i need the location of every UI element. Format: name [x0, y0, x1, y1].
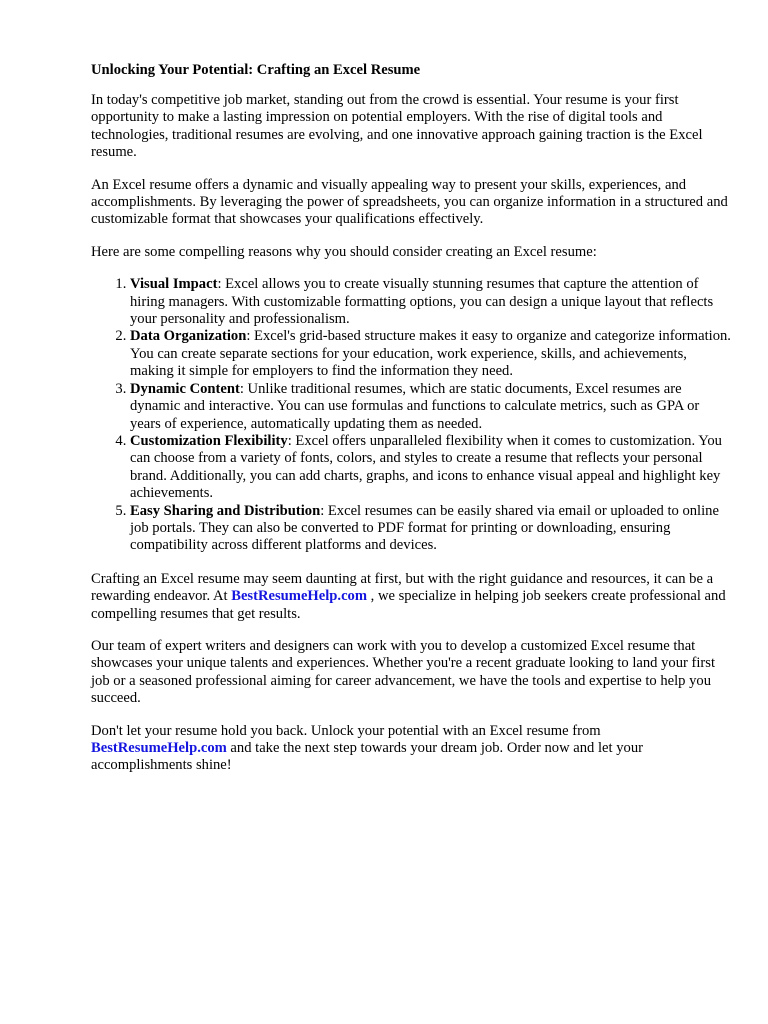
bestresumehelp-link[interactable]: BestResumeHelp.com: [91, 740, 227, 756]
reason-item: [130, 503, 731, 555]
document-body: [91, 61, 731, 790]
closing-text-before: Don't let your resume hold you back. Unlock your potential with an Excel resume from: [91, 722, 601, 739]
reason-heading: Data Organization: [130, 328, 247, 345]
reason-text: : Excel resumes can be easily shared via email or uploaded to online job portals. They can also be converted to PDF format for printing or downloading, ensuring compatibility across different platforms and devices.: [130, 502, 719, 554]
reason-text: : Unlike traditional resumes, which are static documents, Excel resumes are dynamic and interactive. You can use formulas and functions to calculate metrics, such as GPA or years of experience, automatically updating them as needed.: [130, 380, 700, 432]
reason-item: [130, 328, 731, 380]
bestresumehelp-link[interactable]: BestResumeHelp.com: [231, 588, 367, 605]
closing-paragraph: [91, 723, 731, 775]
reason-heading: Visual Impact: [130, 276, 218, 293]
team-paragraph: Our team of expert writers and designers can work with you to develop a customized Excel resume that showcases your unique talents and experiences. Whether you're a recent graduate looking to land your first job or a seasoned professional aiming for career advancement, we have the tools and expertise to help you succeed.: [91, 637, 716, 707]
crafting-text-after: , we specialize in helping job seekers create professional and compelling resumes that get results.: [91, 588, 726, 622]
reason-text: : Excel allows you to create visually stunning resumes that capture the attention of hiring managers. With customizable formatting options, you can design a unique layout that reflects your personality and professionalism.: [130, 276, 714, 328]
reason-item: [130, 381, 731, 433]
reason-text: : Excel offers unparalleled flexibility when it comes to customization. You can choose from a variety of fonts, colors, and styles to create a resume that reflects your personal brand. Additionally, you can add charts, graphs, and icons to enhance visual appeal and highlight key achievements.: [130, 432, 722, 502]
intro-paragraph-1: In today's competitive job market, standing out from the crowd is essential. Your resume is your first opportunity to make a lasting impression on potential employers. With the rise of digital tools and technologies, traditional resumes are evolving, and one innovative approach gaining traction is the Excel resume.: [91, 92, 703, 161]
closing-text-after: and take the next step towards your dream job. Order now and let your accomplishments shine!: [91, 740, 643, 774]
reason-text: : Excel's grid-based structure makes it easy to organize and categorize information. You can create separate sections for your education, work experience, skills, and achievements, making it simple for employers to find the information they need.: [130, 328, 731, 380]
reason-item: [130, 276, 731, 328]
reason-heading: Easy Sharing and Distribution: [130, 502, 321, 519]
reason-item: [130, 433, 731, 503]
reason-heading: Customization Flexibility: [130, 432, 288, 449]
document-title: Unlocking Your Potential: Crafting an Excel Resume: [91, 62, 421, 78]
reason-heading: Dynamic Content: [130, 380, 240, 397]
intro-paragraph-3: Here are some compelling reasons why you should consider creating an Excel resume:: [91, 243, 597, 260]
crafting-paragraph: [91, 571, 731, 623]
crafting-text-before: Crafting an Excel resume may seem daunting at first, but with the right guidance and resources, it can be a rewarding endeavor. At: [91, 570, 714, 605]
intro-paragraph-2: An Excel resume offers a dynamic and visually appealing way to present your skills, experiences, and accomplishments. By leveraging the power of spreadsheets, you can organize information in a structured and customizable format that showcases your qualifications effectively.: [91, 176, 728, 228]
reasons-list: [91, 276, 731, 555]
